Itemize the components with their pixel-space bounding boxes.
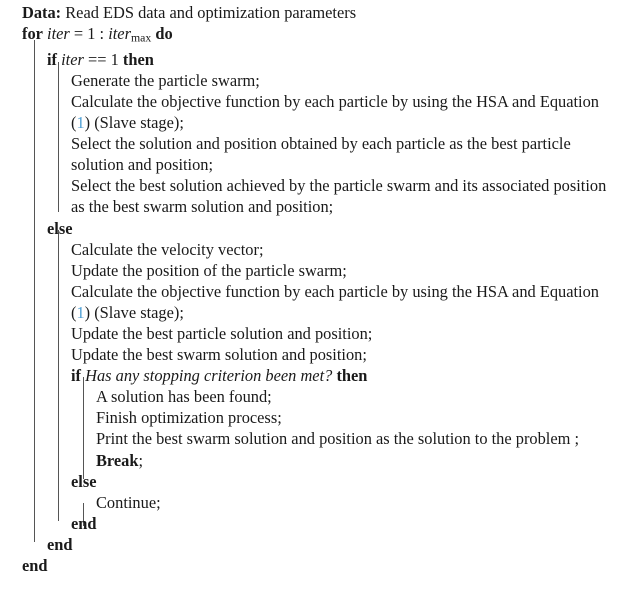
break-semicolon: ;	[138, 450, 144, 470]
stopping-criterion-condition: Has any stopping criterion been met?	[85, 366, 333, 386]
line-end-outer-if	[47, 534, 621, 555]
end-keyword-middle: end	[47, 534, 73, 554]
solution-found-text: A solution has been found;	[96, 387, 272, 407]
if-condition-operator: == 1	[83, 49, 123, 69]
line-print-solution	[96, 428, 621, 449]
do-keyword: do	[155, 24, 173, 44]
select-swarm-best-text: Select the best solution achieved by the particle swarm and its associated position as the best swarm solution and position;	[71, 176, 607, 217]
for-variable: iter	[47, 24, 70, 44]
line-continue	[96, 492, 621, 513]
for-range-operator: = 1 :	[69, 24, 109, 44]
line-update-best-swarm	[71, 344, 621, 365]
line-finish-optimization	[96, 407, 621, 428]
calculate-velocity-text: Calculate the velocity vector;	[71, 239, 264, 259]
update-position-text: Update the position of the particle swarm;	[71, 260, 347, 280]
equation-reference-link[interactable]: 1	[76, 113, 85, 133]
then-keyword-inner: then	[336, 366, 368, 386]
line-select-swarm-best	[71, 175, 621, 217]
line-else-outer	[47, 218, 621, 239]
line-calculate-objective-first	[71, 91, 621, 133]
data-description: Read EDS data and optimization parameters	[61, 3, 357, 22]
if-condition-variable: iter	[61, 49, 84, 69]
line-solution-found	[96, 386, 621, 407]
line-else-inner	[71, 471, 621, 492]
then-keyword: then	[122, 49, 154, 69]
end-keyword-inner: end	[71, 513, 97, 533]
line-generate-swarm	[71, 70, 621, 91]
for-limit-variable: iter	[108, 24, 131, 44]
line-update-position	[71, 260, 621, 281]
line-select-particle-best	[71, 133, 621, 175]
line-end-inner-if	[71, 513, 621, 534]
break-keyword: Break	[96, 450, 139, 470]
line-break	[96, 450, 621, 471]
finish-optimization-text: Finish optimization process;	[96, 408, 282, 428]
indent-rule-level-2-else	[58, 230, 59, 521]
calculate-objective-second-text-b: ) (Slave stage);	[84, 302, 184, 322]
indent-rule-level-3-then	[83, 377, 84, 479]
for-keyword: for	[22, 24, 43, 44]
calculate-objective-text-b: ) (Slave stage);	[84, 113, 184, 133]
line-end-for-loop	[22, 555, 621, 576]
line-if-stopping-criterion	[71, 365, 621, 386]
data-keyword: Data:	[22, 3, 62, 22]
print-solution-text: Print the best swarm solution and position as the solution to the problem ;	[96, 429, 580, 449]
continue-text: Continue;	[96, 492, 161, 512]
else-keyword-outer: else	[47, 218, 73, 238]
end-keyword-outer: end	[22, 556, 48, 576]
indent-rule-level-2-if	[58, 62, 59, 212]
equation-reference-link-second[interactable]: 1	[76, 302, 85, 322]
line-calculate-velocity	[71, 239, 621, 260]
if-keyword: if	[47, 49, 58, 69]
line-data-declaration	[22, 2, 621, 23]
update-best-particle-text: Update the best particle solution and position;	[71, 324, 373, 343]
calculate-objective-text-a: Calculate the objective function by each particle by using the HSA and Equation (	[71, 91, 599, 133]
select-particle-best-text: Select the solution and position obtained by each particle as the best particle solution and position;	[71, 134, 571, 175]
calculate-objective-second-text-a: Calculate the objective function by each particle by using the HSA and Equation (	[71, 281, 599, 322]
for-limit-subscript: max	[130, 30, 152, 45]
if-keyword-inner: if	[71, 366, 82, 386]
line-update-best-particle	[71, 323, 621, 344]
line-if-first-iteration	[47, 49, 621, 70]
line-for-loop	[22, 23, 621, 49]
else-keyword-inner: else	[71, 471, 97, 491]
generate-swarm-text: Generate the particle swarm;	[71, 70, 260, 90]
update-best-swarm-text: Update the best swarm solution and position;	[71, 345, 367, 365]
line-calculate-objective-second	[71, 281, 621, 323]
indent-rule-level-1	[34, 40, 35, 542]
